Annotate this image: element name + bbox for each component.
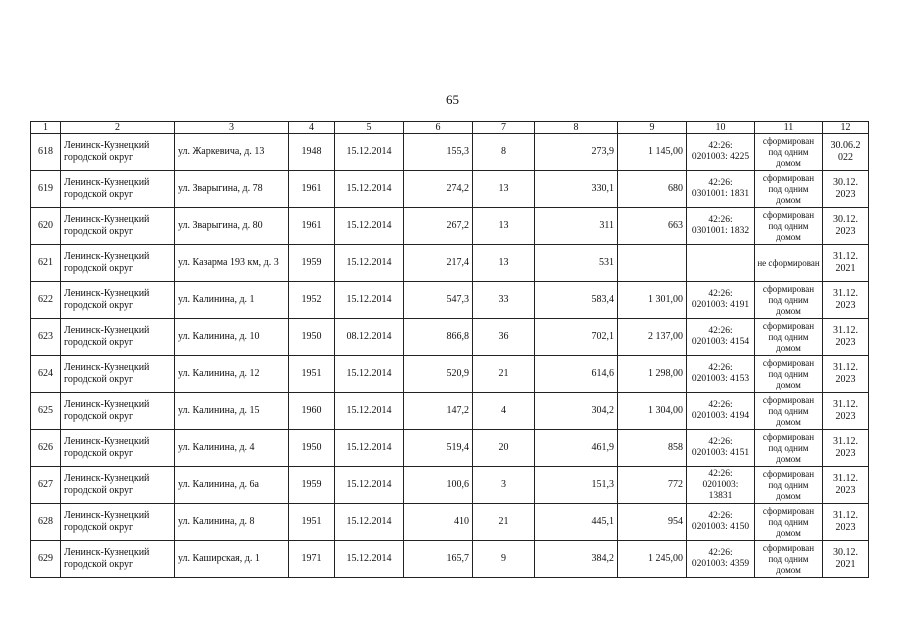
year-cell: 1960 xyxy=(289,393,335,430)
column-header: 7 xyxy=(473,122,535,134)
area-cell: 274,2 xyxy=(404,171,473,208)
cost-cell: 384,2 xyxy=(535,541,618,578)
row-number: 626 xyxy=(31,430,61,467)
date-cell: 15.12.2014 xyxy=(335,245,404,282)
area-cell: 155,3 xyxy=(404,134,473,171)
date-cell: 08.12.2014 xyxy=(335,319,404,356)
year-cell: 1950 xyxy=(289,319,335,356)
address-cell: ул. Калинина, д. 1 xyxy=(175,282,289,319)
deadline-cell: 30.12. 2023 xyxy=(823,208,869,245)
year-cell: 1971 xyxy=(289,541,335,578)
column-header: 6 xyxy=(404,122,473,134)
area-cell: 520,9 xyxy=(404,356,473,393)
land-status-cell: сформирован под одним домом xyxy=(755,171,823,208)
row-number: 624 xyxy=(31,356,61,393)
land-status-cell: сформирован под одним домом xyxy=(755,467,823,504)
column-header: 8 xyxy=(535,122,618,134)
count-cell: 8 xyxy=(473,134,535,171)
address-cell: ул. Калинина, д. 6а xyxy=(175,467,289,504)
sum-cell xyxy=(618,245,687,282)
deadline-cell: 31.12. 2023 xyxy=(823,430,869,467)
address-cell: ул. Каширская, д. 1 xyxy=(175,541,289,578)
column-header: 1 xyxy=(31,122,61,134)
sum-cell: 1 145,00 xyxy=(618,134,687,171)
area-cell: 547,3 xyxy=(404,282,473,319)
address-cell: ул. Калинина, д. 12 xyxy=(175,356,289,393)
table-row xyxy=(31,467,869,504)
count-cell: 21 xyxy=(473,356,535,393)
table-row xyxy=(31,208,869,245)
table-row xyxy=(31,356,869,393)
municipality-cell: Ленинск-Кузнецкий городской округ xyxy=(61,319,175,356)
area-cell: 866,8 xyxy=(404,319,473,356)
table-row xyxy=(31,134,869,171)
count-cell: 4 xyxy=(473,393,535,430)
area-cell: 165,7 xyxy=(404,541,473,578)
cadastral-number-cell: 42:26: 0301001: 1832 xyxy=(687,208,755,245)
deadline-cell: 31.12. 2023 xyxy=(823,504,869,541)
municipality-cell: Ленинск-Кузнецкий городской округ xyxy=(61,430,175,467)
count-cell: 13 xyxy=(473,171,535,208)
address-cell: ул. Калинина, д. 4 xyxy=(175,430,289,467)
area-cell: 410 xyxy=(404,504,473,541)
deadline-cell: 31.12. 2023 xyxy=(823,393,869,430)
area-cell: 100,6 xyxy=(404,467,473,504)
row-number: 629 xyxy=(31,541,61,578)
row-number: 618 xyxy=(31,134,61,171)
count-cell: 21 xyxy=(473,504,535,541)
address-cell: ул. Калинина, д. 10 xyxy=(175,319,289,356)
cadastral-number-cell: 42:26: 0201003: 13831 xyxy=(687,467,755,504)
address-cell: ул. Калинина, д. 15 xyxy=(175,393,289,430)
count-cell: 9 xyxy=(473,541,535,578)
date-cell: 15.12.2014 xyxy=(335,430,404,467)
page-number: 65 xyxy=(446,92,459,107)
municipality-cell: Ленинск-Кузнецкий городской округ xyxy=(61,393,175,430)
cost-cell: 311 xyxy=(535,208,618,245)
table-row xyxy=(31,171,869,208)
cost-cell: 273,9 xyxy=(535,134,618,171)
date-cell: 15.12.2014 xyxy=(335,504,404,541)
table-row xyxy=(31,430,869,467)
housing-table xyxy=(30,121,869,578)
table-body xyxy=(31,134,869,578)
cadastral-number-cell: 42:26: 0201003: 4225 xyxy=(687,134,755,171)
address-cell: ул. Зварыгина, д. 80 xyxy=(175,208,289,245)
date-cell: 15.12.2014 xyxy=(335,208,404,245)
count-cell: 3 xyxy=(473,467,535,504)
row-number: 622 xyxy=(31,282,61,319)
sum-cell: 680 xyxy=(618,171,687,208)
sum-cell: 772 xyxy=(618,467,687,504)
deadline-cell: 30.12. 2021 xyxy=(823,541,869,578)
row-number: 625 xyxy=(31,393,61,430)
cost-cell: 531 xyxy=(535,245,618,282)
deadline-cell: 31.12. 2023 xyxy=(823,319,869,356)
cost-cell: 702,1 xyxy=(535,319,618,356)
deadline-cell: 31.12. 2023 xyxy=(823,282,869,319)
sum-cell: 1 304,00 xyxy=(618,393,687,430)
date-cell: 15.12.2014 xyxy=(335,356,404,393)
municipality-cell: Ленинск-Кузнецкий городской округ xyxy=(61,134,175,171)
municipality-cell: Ленинск-Кузнецкий городской округ xyxy=(61,541,175,578)
count-cell: 13 xyxy=(473,208,535,245)
address-cell: ул. Калинина, д. 8 xyxy=(175,504,289,541)
column-header: 3 xyxy=(175,122,289,134)
row-number: 623 xyxy=(31,319,61,356)
deadline-cell: 30.06.2 022 xyxy=(823,134,869,171)
year-cell: 1952 xyxy=(289,282,335,319)
cadastral-number-cell: 42:26: 0201003: 4191 xyxy=(687,282,755,319)
date-cell: 15.12.2014 xyxy=(335,393,404,430)
count-cell: 36 xyxy=(473,319,535,356)
cadastral-number-cell xyxy=(687,245,755,282)
cost-cell: 614,6 xyxy=(535,356,618,393)
municipality-cell: Ленинск-Кузнецкий городской округ xyxy=(61,208,175,245)
deadline-cell: 31.12. 2021 xyxy=(823,245,869,282)
land-status-cell: сформирован под одним домом xyxy=(755,134,823,171)
municipality-cell: Ленинск-Кузнецкий городской округ xyxy=(61,467,175,504)
table-row xyxy=(31,393,869,430)
sum-cell: 858 xyxy=(618,430,687,467)
year-cell: 1961 xyxy=(289,171,335,208)
cost-cell: 330,1 xyxy=(535,171,618,208)
row-number: 628 xyxy=(31,504,61,541)
municipality-cell: Ленинск-Кузнецкий городской округ xyxy=(61,504,175,541)
cadastral-number-cell: 42:26: 0201003: 4359 xyxy=(687,541,755,578)
count-cell: 33 xyxy=(473,282,535,319)
table-row xyxy=(31,319,869,356)
year-cell: 1959 xyxy=(289,245,335,282)
year-cell: 1948 xyxy=(289,134,335,171)
land-status-cell: не сформирован xyxy=(755,245,823,282)
count-cell: 20 xyxy=(473,430,535,467)
cadastral-number-cell: 42:26: 0201003: 4194 xyxy=(687,393,755,430)
sum-cell: 1 245,00 xyxy=(618,541,687,578)
area-cell: 519,4 xyxy=(404,430,473,467)
cadastral-number-cell: 42:26: 0201003: 4151 xyxy=(687,430,755,467)
cost-cell: 445,1 xyxy=(535,504,618,541)
date-cell: 15.12.2014 xyxy=(335,282,404,319)
sum-cell: 1 298,00 xyxy=(618,356,687,393)
column-header: 12 xyxy=(823,122,869,134)
column-header: 2 xyxy=(61,122,175,134)
row-number: 627 xyxy=(31,467,61,504)
column-header: 9 xyxy=(618,122,687,134)
column-header: 10 xyxy=(687,122,755,134)
land-status-cell: сформирован под одним домом xyxy=(755,541,823,578)
land-status-cell: сформирован под одним домом xyxy=(755,282,823,319)
municipality-cell: Ленинск-Кузнецкий городской округ xyxy=(61,282,175,319)
address-cell: ул. Зварыгина, д. 78 xyxy=(175,171,289,208)
sum-cell: 663 xyxy=(618,208,687,245)
date-cell: 15.12.2014 xyxy=(335,171,404,208)
cadastral-number-cell: 42:26: 0301001: 1831 xyxy=(687,171,755,208)
year-cell: 1959 xyxy=(289,467,335,504)
date-cell: 15.12.2014 xyxy=(335,134,404,171)
cadastral-number-cell: 42:26: 0201003: 4154 xyxy=(687,319,755,356)
column-header: 4 xyxy=(289,122,335,134)
date-cell: 15.12.2014 xyxy=(335,467,404,504)
table-row xyxy=(31,245,869,282)
column-header: 11 xyxy=(755,122,823,134)
cadastral-number-cell: 42:26: 0201003: 4153 xyxy=(687,356,755,393)
table-row xyxy=(31,504,869,541)
year-cell: 1951 xyxy=(289,504,335,541)
cadastral-number-cell: 42:26: 0201003: 4150 xyxy=(687,504,755,541)
date-cell: 15.12.2014 xyxy=(335,541,404,578)
area-cell: 217,4 xyxy=(404,245,473,282)
cost-cell: 304,2 xyxy=(535,393,618,430)
deadline-cell: 31.12. 2023 xyxy=(823,467,869,504)
row-number: 620 xyxy=(31,208,61,245)
year-cell: 1961 xyxy=(289,208,335,245)
cost-cell: 151,3 xyxy=(535,467,618,504)
cost-cell: 583,4 xyxy=(535,282,618,319)
land-status-cell: сформирован под одним домом xyxy=(755,430,823,467)
deadline-cell: 31.12. 2023 xyxy=(823,356,869,393)
area-cell: 147,2 xyxy=(404,393,473,430)
year-cell: 1951 xyxy=(289,356,335,393)
header-row xyxy=(31,122,869,134)
address-cell: ул. Казарма 193 км, д. 3 xyxy=(175,245,289,282)
table-row xyxy=(31,541,869,578)
land-status-cell: сформирован под одним домом xyxy=(755,356,823,393)
count-cell: 13 xyxy=(473,245,535,282)
year-cell: 1950 xyxy=(289,430,335,467)
area-cell: 267,2 xyxy=(404,208,473,245)
row-number: 621 xyxy=(31,245,61,282)
table-row xyxy=(31,282,869,319)
deadline-cell: 30.12. 2023 xyxy=(823,171,869,208)
municipality-cell: Ленинск-Кузнецкий городской округ xyxy=(61,356,175,393)
land-status-cell: сформирован под одним домом xyxy=(755,504,823,541)
sum-cell: 1 301,00 xyxy=(618,282,687,319)
sum-cell: 954 xyxy=(618,504,687,541)
cost-cell: 461,9 xyxy=(535,430,618,467)
municipality-cell: Ленинск-Кузнецкий городской округ xyxy=(61,245,175,282)
sum-cell: 2 137,00 xyxy=(618,319,687,356)
municipality-cell: Ленинск-Кузнецкий городской округ xyxy=(61,171,175,208)
address-cell: ул. Жаркевича, д. 13 xyxy=(175,134,289,171)
land-status-cell: сформирован под одним домом xyxy=(755,393,823,430)
column-header: 5 xyxy=(335,122,404,134)
row-number: 619 xyxy=(31,171,61,208)
land-status-cell: сформирован под одним домом xyxy=(755,319,823,356)
land-status-cell: сформирован под одним домом xyxy=(755,208,823,245)
